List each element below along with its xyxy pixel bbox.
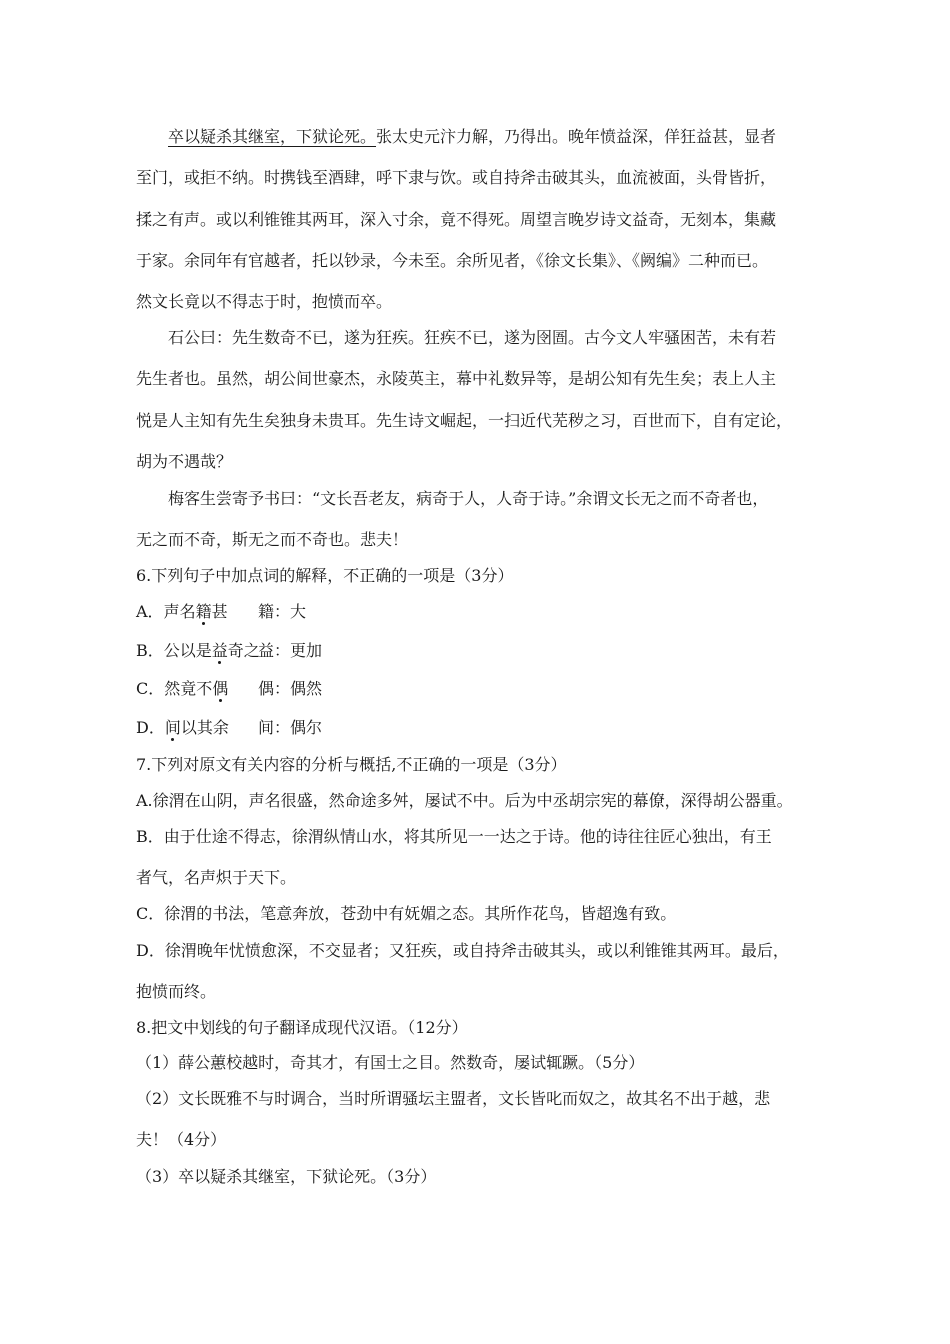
passage-p1-line-1: 卒以疑杀其继室，下狱论死。张太史元汴力解，乃得出。晚年愤益深，佯狂益甚，显者 — [168, 127, 777, 146]
q7-option-b-line-1: B．由于仕途不得志，徐渭纵情山水，将其所见一一达之于诗。他的诗往往匠心独出，有王 — [136, 827, 772, 846]
q6-option-d: D．间以其余 间：偶尔 — [136, 718, 323, 737]
q7-option-d-line-1: D．徐渭晚年忧愤愈深，不交显者；又狂疾，或自持斧击破其头，或以利锥锥其两耳。最后， — [136, 941, 789, 960]
passage-p2-line-4: 胡为不遇哉？ — [136, 452, 233, 471]
q6-option-b: B．公以是益奇之益：更加 — [136, 641, 323, 660]
q8-sentence-1: （1）薛公蕙校越时，奇其才，有国士之目。然数奇，屡试辄蹶。（5分） — [136, 1053, 645, 1072]
passage-p2-line-3: 悦是人主知有先生矣独身未贵耳。先生诗文崛起，一扫近代芜秽之习，百世而下，自有定论， — [136, 411, 793, 430]
q6-stem: 6.下列句子中加点词的解释，不正确的一项是（3分） — [136, 566, 514, 585]
q7-stem: 7.下列对原文有关内容的分析与概括,不正确的一项是（3分） — [136, 755, 567, 774]
q6-option-a: A．声名籍甚 籍：大 — [136, 602, 307, 621]
passage-p3-line-1: 梅客生尝寄予书曰：“文长吾老友，病奇于人，人奇于诗。”余谓文长无之而不奇者也， — [168, 489, 769, 508]
dotted-word: 籍 — [195, 602, 212, 621]
underlined-sentence: 卒以疑杀其继室，下狱论死。 — [168, 127, 377, 146]
passage-p2-line-1: 石公曰：先生数奇不已，遂为狂疾。狂疾不已，遂为囹圄。古今文人牢骚困苦，未有若 — [168, 328, 777, 347]
q8-sentence-2-line-1: （2）文长既雅不与时调合，当时所谓骚坛主盟者，文长皆叱而奴之，故其名不出于越，悲 — [136, 1089, 771, 1108]
q8-sentence-3: （3）卒以疑杀其继室，下狱论死。（3分） — [136, 1167, 437, 1186]
q7-option-d-line-2: 抱愤而终。 — [136, 982, 217, 1001]
q7-option-c: C．徐渭的书法，笔意奔放，苍劲中有妩媚之态。其所作花鸟，皆超逸有致。 — [136, 904, 677, 923]
dotted-word: 间 — [164, 718, 181, 737]
passage-p1-line-3: 揉之有声。或以利锥锥其两耳，深入寸余，竟不得死。周望言晚岁诗文益奇，无刻本，集藏 — [136, 210, 777, 229]
passage-p3-line-2: 无之而不奇，斯无之而不奇也。悲夫！ — [136, 530, 409, 549]
q8-stem: 8.把文中划线的句子翻译成现代汉语。（12分） — [136, 1018, 468, 1037]
q6-option-c: C．然竟不偶 偶：偶然 — [136, 679, 323, 698]
passage-p1-line-4: 于家。余同年有官越者，托以钞录，今未至。余所见者，《徐文长集》、《阙编》二种而已。 — [136, 251, 769, 270]
q7-option-b-line-2: 者气，名声炽于天下。 — [136, 868, 297, 887]
q8-sentence-2-line-2: 夫！（4分） — [136, 1130, 227, 1149]
q7-option-a: A.徐渭在山阴，声名很盛，然命途多舛，屡试不中。后为中丞胡宗宪的幕僚，深得胡公器重。 — [136, 791, 793, 810]
passage-p1-line-5: 然文长竟以不得志于时，抱愤而卒。 — [136, 292, 393, 311]
dotted-word: 益 — [211, 641, 228, 660]
dotted-word: 偶 — [212, 679, 229, 698]
passage-p2-line-2: 先生者也。虽然，胡公间世豪杰，永陵英主，幕中礼数异等，是胡公知有先生矣；表上人主 — [136, 369, 777, 388]
passage-p1-line-2: 至门，或拒不纳。时携钱至酒肆，呼下隶与饮。或自持斧击破其头，血流被面，头骨皆折， — [136, 168, 777, 187]
